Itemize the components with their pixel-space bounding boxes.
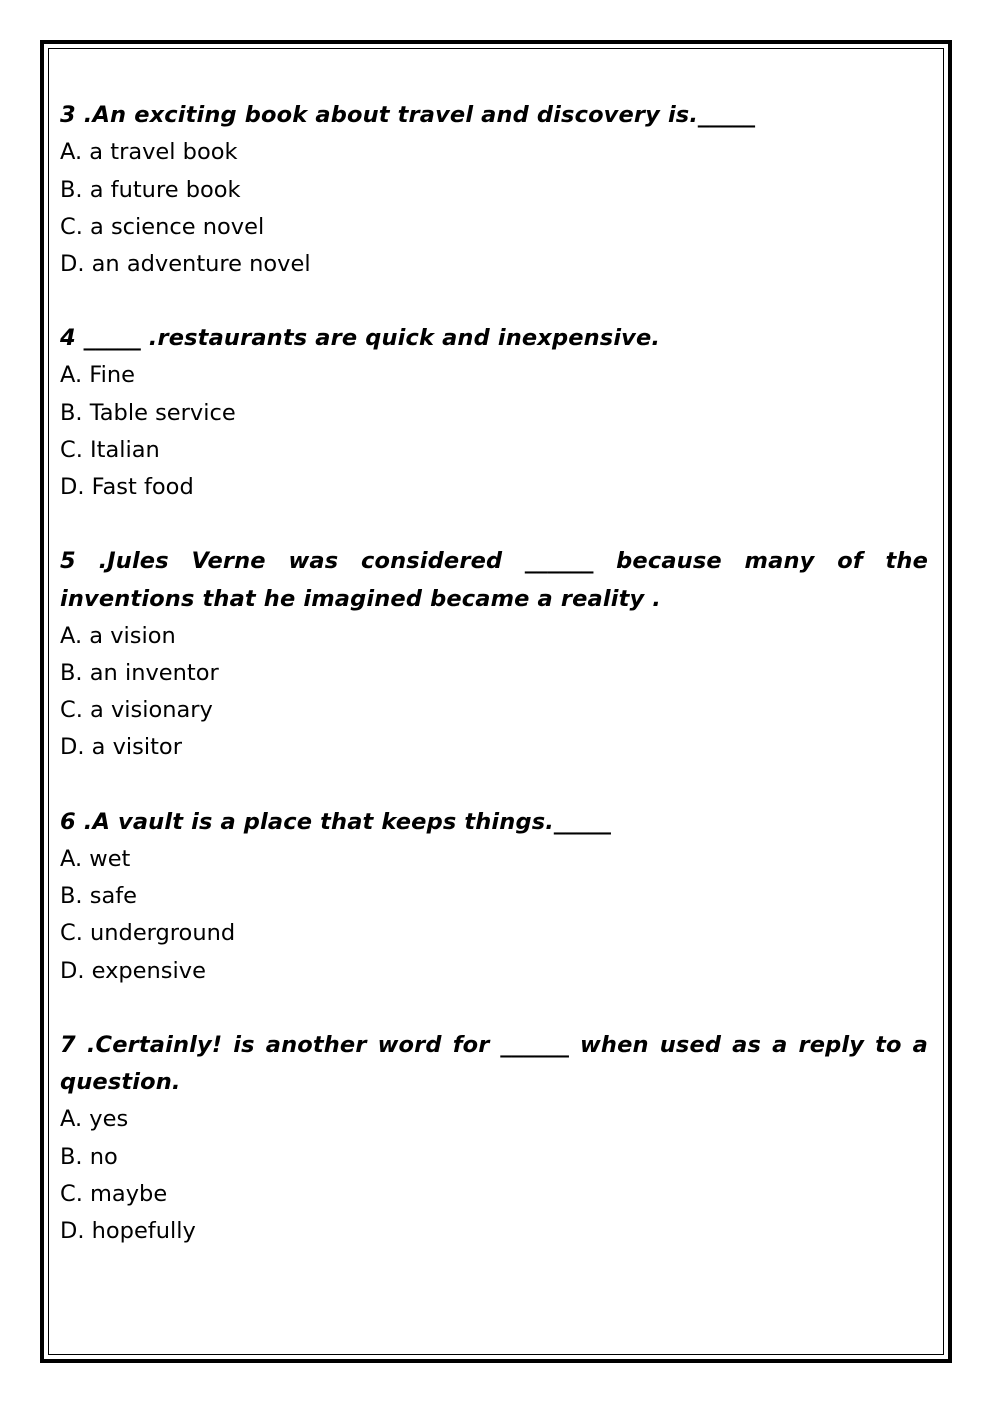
option-b: B. safe xyxy=(60,883,138,910)
option-b: B. no xyxy=(60,1143,118,1170)
option-d: D. Fast food xyxy=(60,474,194,501)
option-c: C. maybe xyxy=(60,1180,168,1207)
option-b: B. an inventor xyxy=(60,660,219,687)
option-a: A. a vision xyxy=(60,622,176,649)
option-d: D. a visitor xyxy=(60,734,182,761)
question-3 xyxy=(60,97,928,283)
question-text: 4 _____ .restaurants are quick and inexpensive. xyxy=(60,325,661,352)
option-a: A. Fine xyxy=(60,362,135,389)
option-a: A. wet xyxy=(60,845,131,872)
option-a: A. a travel book xyxy=(60,139,238,166)
question-4 xyxy=(60,320,928,506)
option-d: D. an adventure novel xyxy=(60,250,311,277)
question-6 xyxy=(60,804,928,990)
option-c: C. a science novel xyxy=(60,213,265,240)
option-b: B. a future book xyxy=(60,176,241,203)
question-7 xyxy=(60,1027,928,1250)
question-text: 7 .Certainly! is another word for ______ when used as a reply to a question. xyxy=(60,1031,928,1096)
question-text: 3 .An exciting book about travel and discovery is._____ xyxy=(60,102,756,128)
option-d: D. hopefully xyxy=(60,1217,196,1244)
option-d: D. expensive xyxy=(60,957,206,984)
option-c: C. a visionary xyxy=(60,697,213,724)
question-text: 6 .A vault is a place that keeps things._____ xyxy=(60,808,611,835)
option-c: C. Italian xyxy=(60,436,160,463)
question-5 xyxy=(60,543,928,766)
option-c: C. underground xyxy=(60,920,236,947)
question-text: 5 .Jules Verne was considered ______ because many of the inventions that he imagined became a reality . xyxy=(60,548,928,612)
option-b: B. Table service xyxy=(60,399,236,426)
question-list xyxy=(60,97,928,1250)
option-a: A. yes xyxy=(60,1106,129,1133)
